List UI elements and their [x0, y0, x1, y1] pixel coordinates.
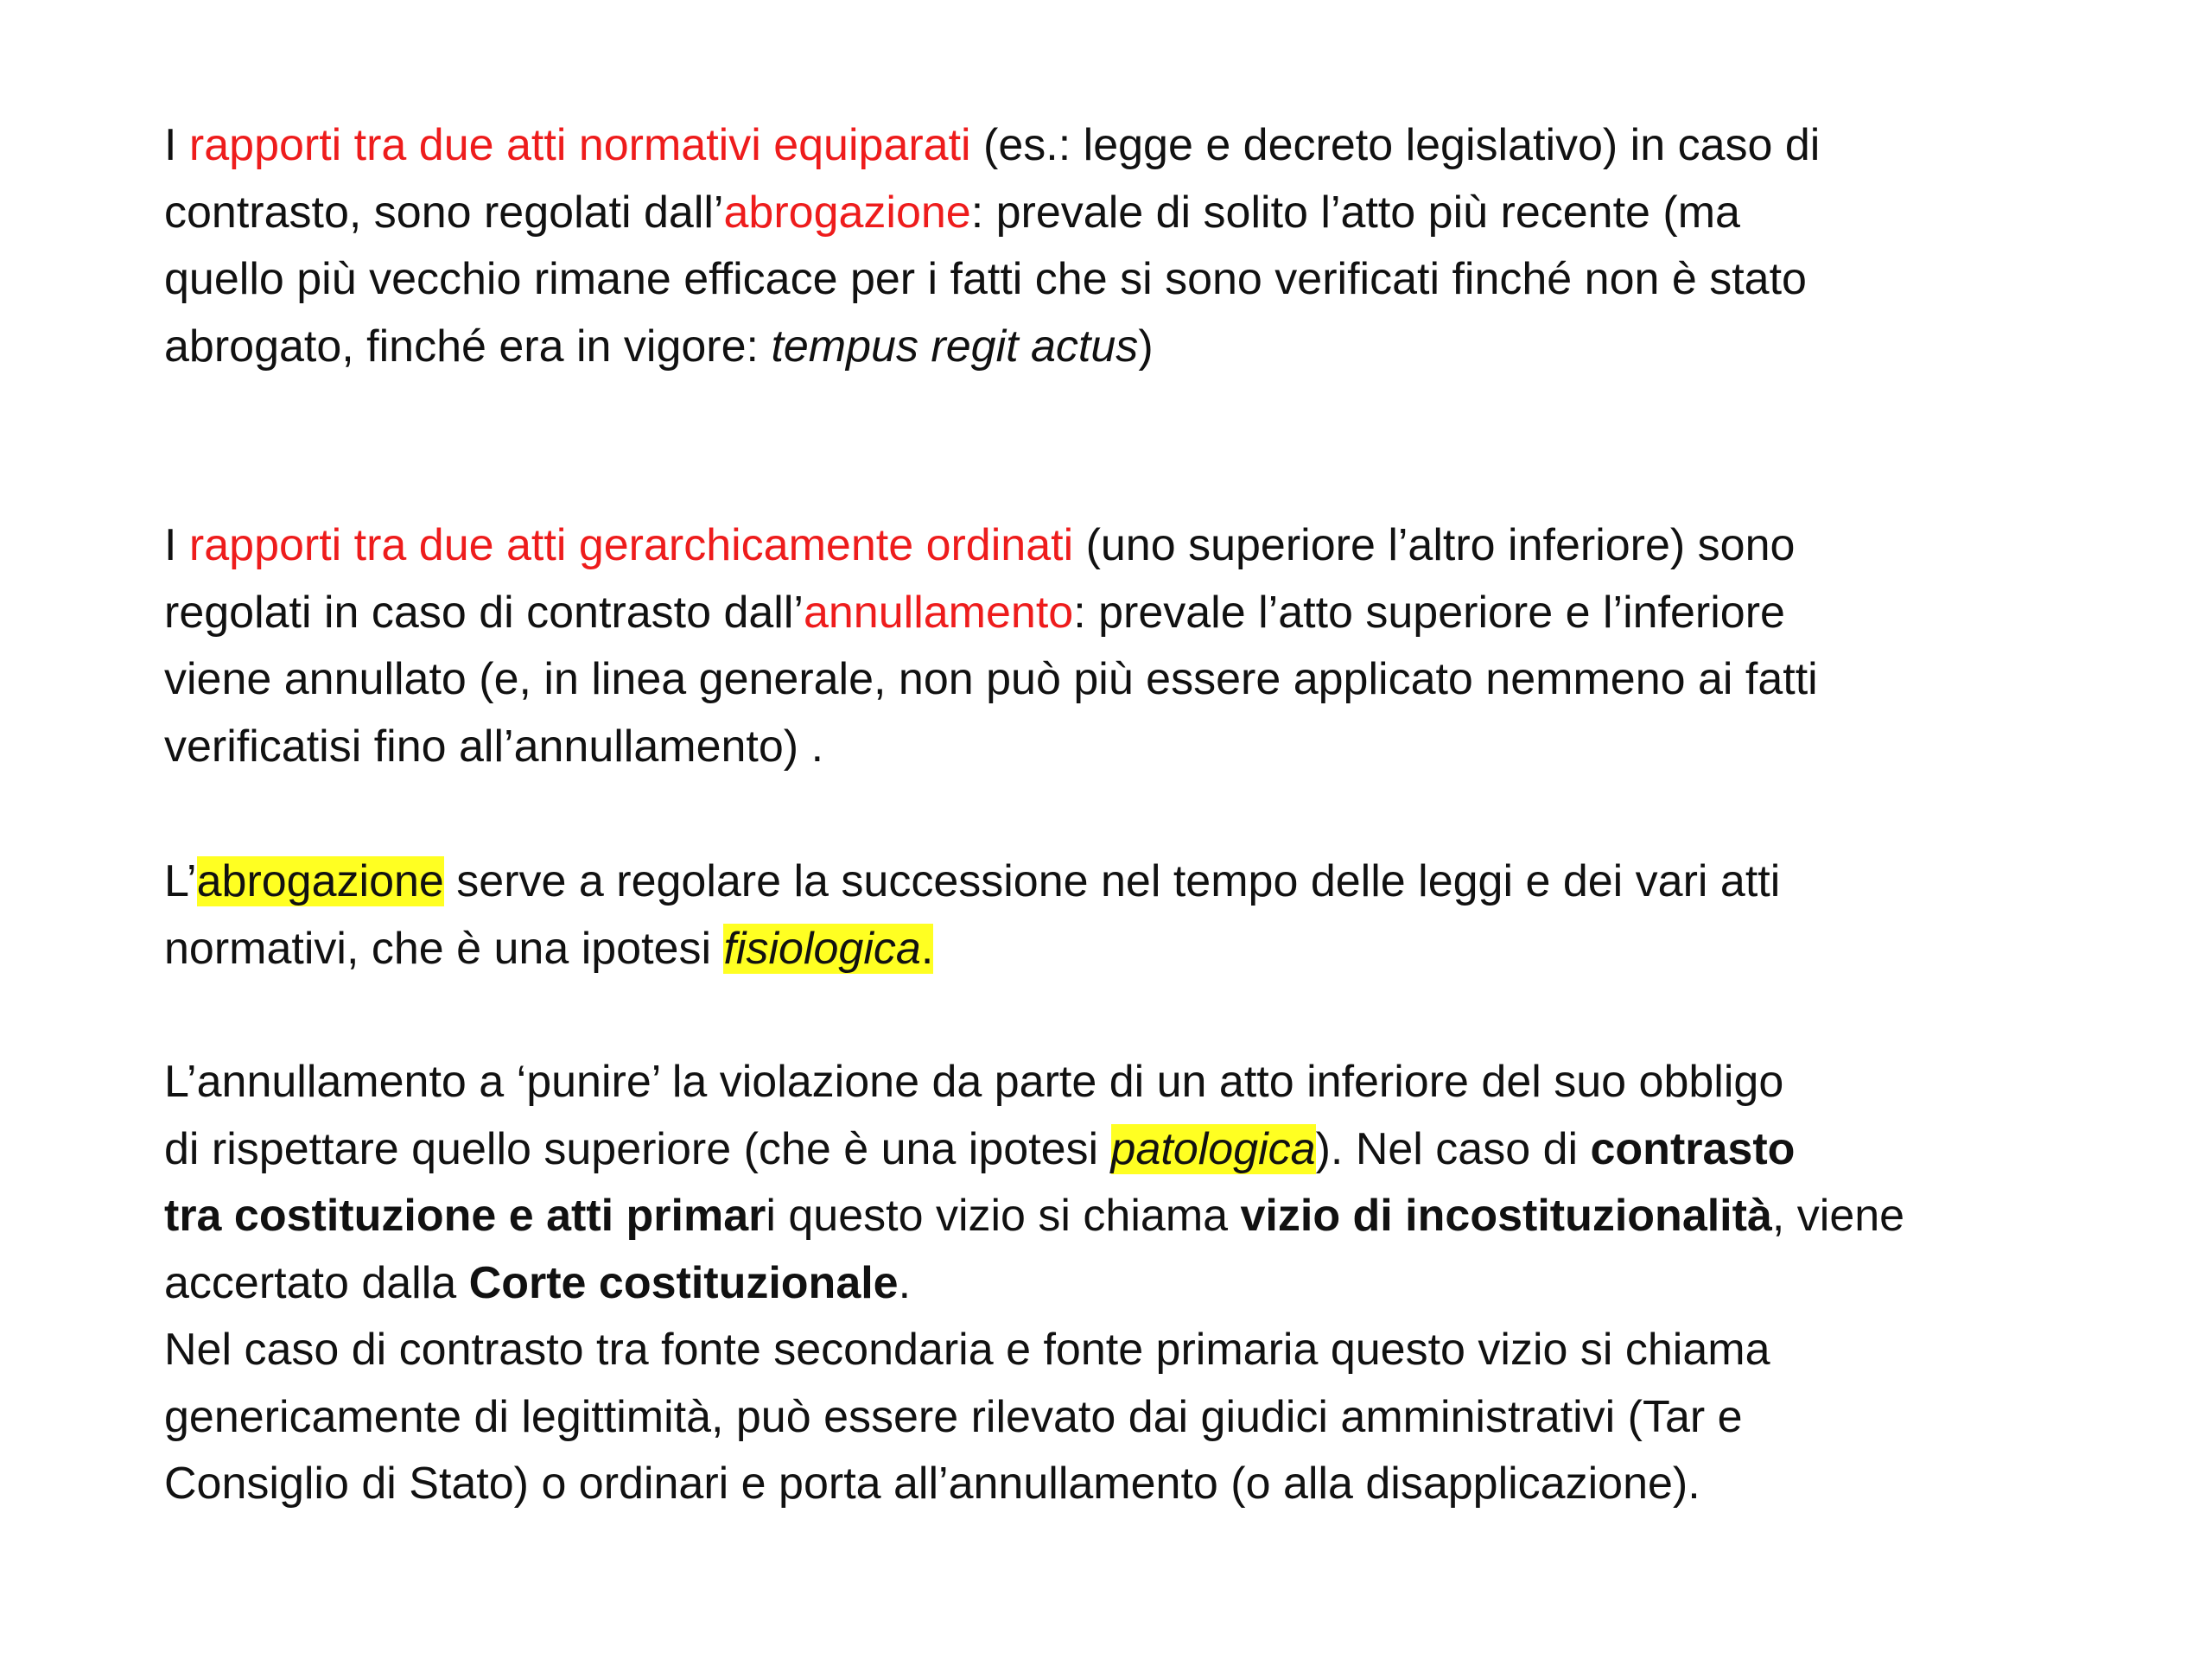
text-run: normativi, che è una ipotesi [164, 923, 724, 974]
text-line [164, 512, 2100, 580]
highlighted-punctuation: . [920, 923, 934, 974]
text-line [164, 849, 2100, 916]
bold-term: contrasto [1590, 1123, 1796, 1174]
bold-term: Corte costituzionale [468, 1257, 899, 1308]
text-run: contrasto, sono regolati dall’ [164, 187, 724, 238]
italic-term: tempus regit actus [771, 321, 1139, 372]
text-line [164, 1183, 2100, 1250]
text-line [164, 180, 2100, 247]
paragraph-abrogation-rule [164, 112, 2100, 380]
red-emphasis: annullamento [803, 587, 1074, 638]
text-run: : prevale l’atto superiore e l’inferiore [1073, 587, 1785, 638]
text-run: (es.: legge e decreto legislativo) in caso di [970, 120, 1821, 170]
text-run: regolati in caso di contrasto dall’ [164, 587, 804, 638]
text-run: serve a regolare la successione nel tempo delle leggi e dei vari atti [443, 856, 1781, 906]
paragraph-physiological [164, 849, 2100, 982]
text-run: I [164, 120, 189, 170]
text-line: viene annullato (e, in linea generale, non può più essere applicato nemmeno ai fatti [164, 654, 1818, 704]
text-line: Consiglio di Stato) o ordinari e porta all’annullamento (o alla disapplicazione). [164, 1459, 1700, 1509]
red-emphasis: rapporti tra due atti normativi equiparati [188, 120, 971, 170]
bold-term: vizio di incostituzionalità [1240, 1191, 1772, 1241]
bold-term: tra costituzione e atti primar [164, 1191, 766, 1241]
paragraph-pathological [164, 1049, 2100, 1518]
highlighted-italic-term: patologica [1110, 1123, 1316, 1174]
text-run: : prevale di solito l’atto più recente (ma [970, 187, 1740, 238]
text-line [164, 1250, 2100, 1318]
text-line [164, 916, 2100, 983]
text-line: quello più vecchio rimane efficace per i fatti che si sono verificati finché non è stato [164, 254, 1807, 304]
text-run: I [164, 520, 189, 570]
text-run: L’ [164, 856, 197, 906]
paragraph-annulment-rule [164, 512, 2100, 780]
text-line: verificatisi fino all’annullamento) . [164, 721, 824, 772]
text-run: (uno superiore l’altro inferiore) sono [1073, 520, 1796, 570]
text-line [164, 314, 2100, 381]
text-run: di rispettare quello superiore (che è una ipotesi [164, 1123, 1111, 1174]
red-emphasis: abrogazione [723, 187, 971, 238]
text-run: ). Nel caso di [1315, 1123, 1591, 1174]
text-line [164, 112, 2100, 180]
text-line: L’annullamento a ‘punire’ la violazione da parte di un atto inferiore del suo obbligo [164, 1057, 1784, 1107]
highlighted-term: abrogazione [196, 856, 444, 906]
text-run: i questo vizio si chiama [766, 1191, 1241, 1241]
text-line: genericamente di legittimità, può essere rilevato dai giudici amministrativi (Tar e [164, 1391, 1743, 1442]
text-run: accertato dalla [164, 1257, 469, 1308]
text-run: abrogato, finché era in vigore: [164, 321, 772, 372]
text-line: Nel caso di contrasto tra fonte secondaria e fonte primaria questo vizio si chiama [164, 1325, 1770, 1375]
red-emphasis: rapporti tra due atti gerarchicamente ordinati [188, 520, 1074, 570]
text-line [164, 580, 2100, 647]
highlighted-italic-term: fisiologica [723, 923, 921, 974]
text-line [164, 1116, 2100, 1184]
text-run: . [898, 1257, 912, 1308]
text-run: ) [1138, 321, 1154, 372]
text-run: , viene [1771, 1191, 1905, 1241]
